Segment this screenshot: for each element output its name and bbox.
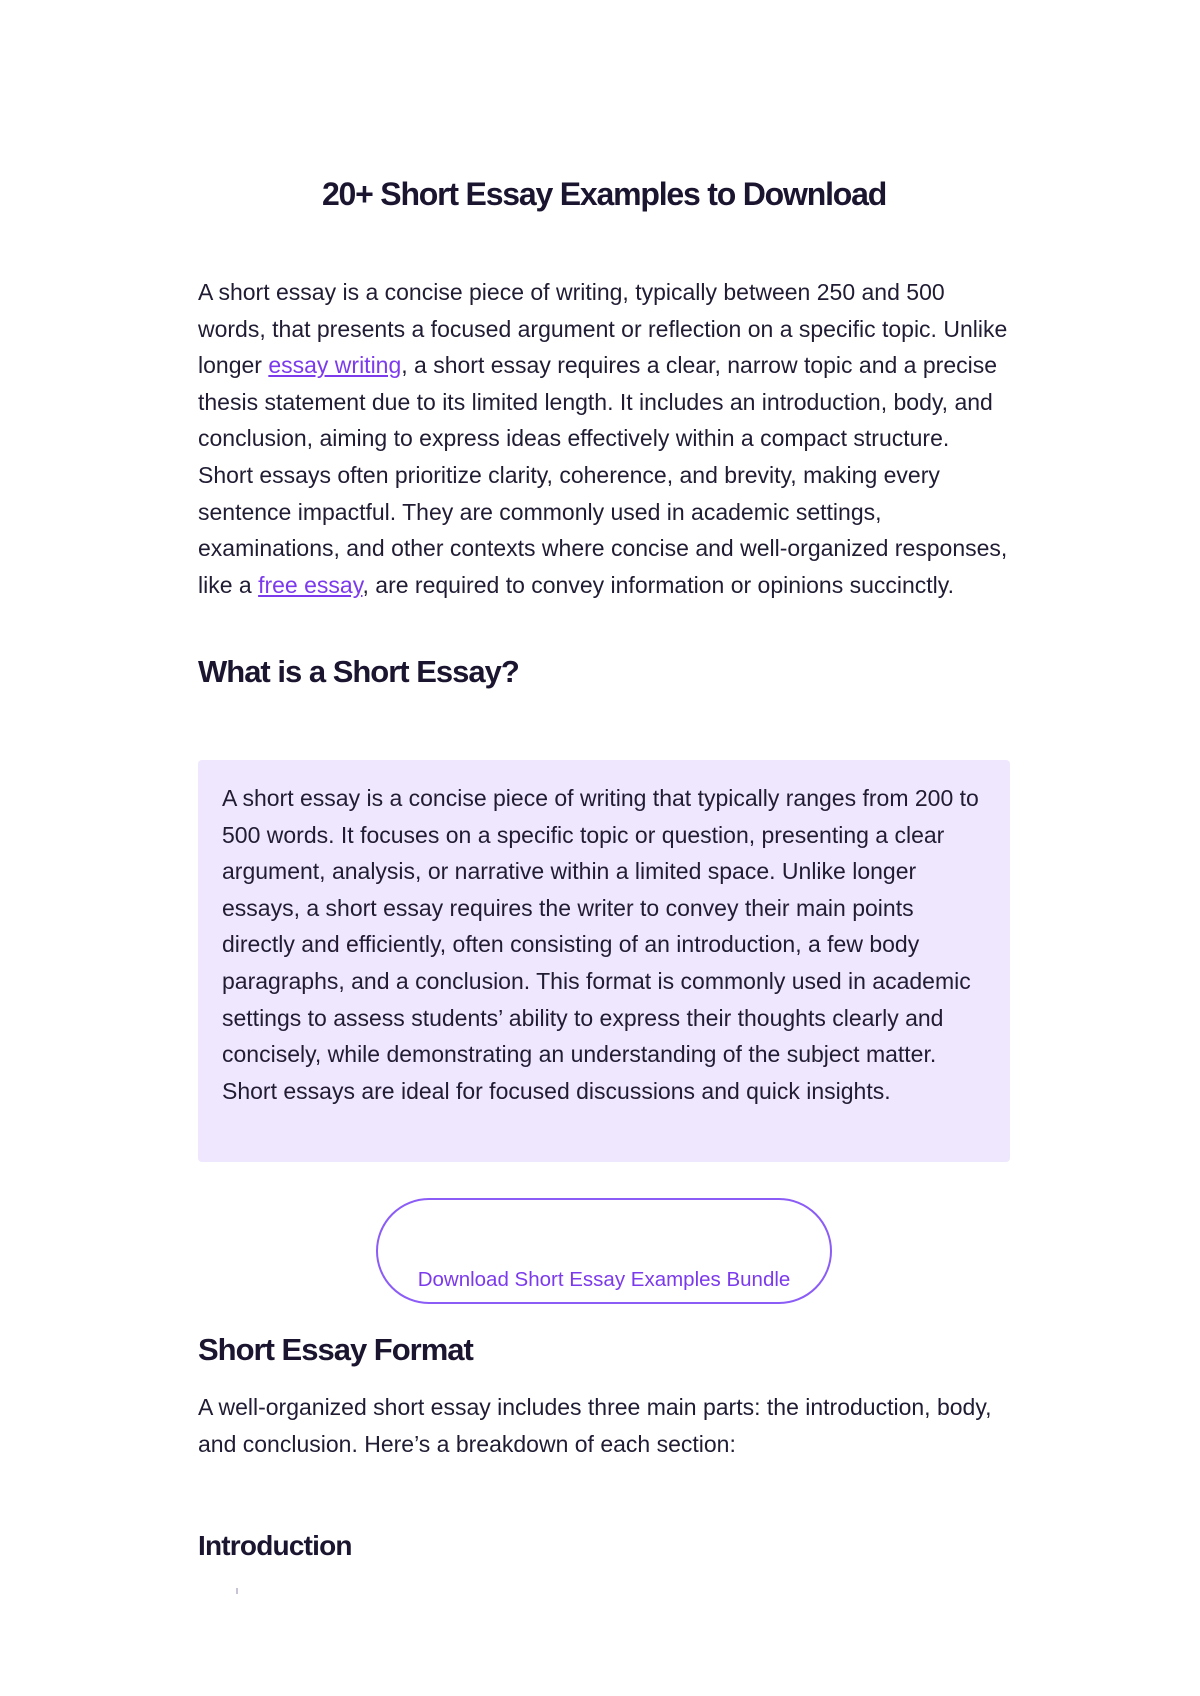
intro-text-part2: , a short essay requires a clear, narrow topic and a precise thesis statement due to its limited length. It includes an introduction, body, and conclusion, aiming to express ideas effectively within a compact structure. Short essays often prioritize clarity, coherence, and brevity, making every sentence impactful. They are commonly used in academic settings, examinations, and other contexts where concise and well-organized responses, like a <box>198 352 1008 598</box>
document-title: 20+ Short Essay Examples to Download <box>321 176 887 212</box>
intro-text-part1: A short essay is a concise piece of writing, typically between 250 and 500 words, that presents a focused argument or reflection on a specific topic. Unlike longer <box>198 279 1008 379</box>
short-essay-format-heading: Short Essay Format <box>198 1332 473 1367</box>
format-paragraph: A well-organized short essay includes three main parts: the introduction, body, and conclusion. Here’s a breakdown of each section: <box>198 1394 992 1457</box>
download-bundle-button[interactable] <box>376 1198 832 1304</box>
intro-paragraph <box>198 274 1008 603</box>
definition-box <box>198 760 1010 1162</box>
download-bundle-label: Download Short Essay Examples Bundle <box>417 1268 791 1291</box>
intro-text-part3: , are required to convey information or opinions succinctly. <box>362 571 954 598</box>
definition-text: A short essay is a concise piece of writing that typically ranges from 200 to 500 words. It focuses on a specific topic or question, presenting a clear argument, analysis, or narrative within a limited space. Unlike longer essays, a short essay requires the writer to convey their main points directly and efficiently, often consisting of an introduction, a few body paragraphs, and a conclusion. This format is commonly used in academic settings to assess students’ ability to express their thoughts clearly and concisely, while demonstrating an understanding of the subject matter. Short essays are ideal for focused discussions and quick insights. <box>222 785 979 1104</box>
free-essay-link[interactable]: free essay <box>258 571 363 598</box>
essay-writing-link[interactable]: essay writing <box>268 352 402 379</box>
what-is-short-essay-heading: What is a Short Essay? <box>198 654 519 689</box>
introduction-heading: Introduction <box>198 1530 352 1561</box>
stray-mark <box>236 1588 238 1594</box>
